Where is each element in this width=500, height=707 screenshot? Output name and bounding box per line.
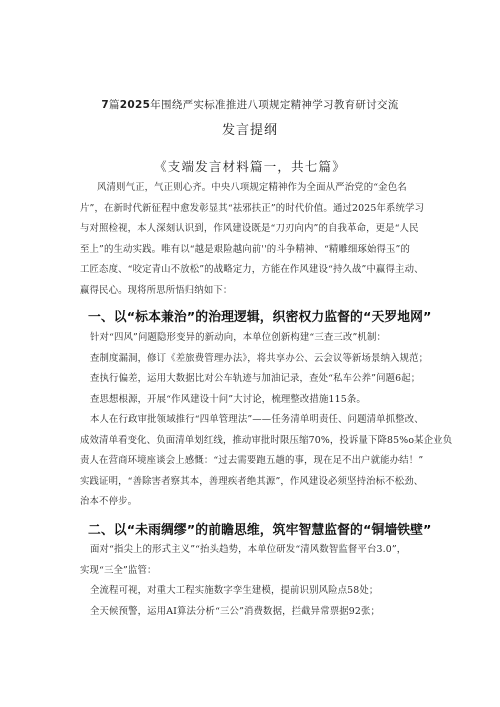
title-number: 7 bbox=[101, 99, 109, 111]
collection-label: 《支端发言材料篇一，共七篇》 bbox=[154, 159, 346, 174]
title-year: 2025 bbox=[119, 99, 151, 111]
document-subtitle: 发言提纲 bbox=[221, 123, 278, 138]
section-heading-2: 二、以“未雨绸缪”的前瞻思维，筑牢智慧监督的“铜墙铁壁” bbox=[88, 523, 432, 538]
intro-line: 至上”的生动实践。唯有以“越是艰险越向前''的斗争精神、“精雕细琢始得玉”的 bbox=[80, 243, 411, 255]
section-2-body bbox=[80, 540, 425, 622]
body-line: 成效清单看变化、负面清单划红线，推动审批时限压缩70%，投诉量下降85%o某企业负 bbox=[80, 434, 453, 446]
section-1-body bbox=[80, 328, 453, 513]
body-line: 查执行偏差，运用大数据比对公车轨迹与加油记录，查处“私车公养”问题6起； bbox=[90, 373, 421, 384]
body-line: 实现“三全”监管： bbox=[80, 564, 157, 576]
body-line: 面对“指尖上的形式主义”“抬头趋势，本单位研发“清风数智监督平台3.0”， bbox=[90, 544, 407, 555]
body-line: 全天候预警，运用AI算法分析“三公”消费数据，拦截异常票据92张； bbox=[90, 605, 381, 617]
body-line: 实践证明，“善除害者察其本，善理疾者绝其源”，作风建设必须坚持治标不松劲、 bbox=[80, 475, 424, 487]
body-line: 全流程可视，对重大工程实施数字孪生建模，提前识别风险点58处； bbox=[90, 585, 379, 596]
title-pian: 篇 bbox=[108, 99, 120, 111]
body-line: 治本不停步。 bbox=[80, 496, 138, 507]
body-line: 查制度漏洞，修订《差旅费管理办法》，将共享办公、云会议等新场景纳入规范； bbox=[90, 352, 429, 364]
intro-line: 工匠态度、“咬定青山不放松”的战略定力，方能在作风建设“持久战”中赢得主动、 bbox=[80, 264, 424, 275]
body-line: 责人在营商环境座谈会上感慨：“过去需要跑五趟的事，现在足不出户就能办结！” bbox=[80, 455, 424, 466]
intro-line: 赢得民心。现将所思所悟归纳如下： bbox=[80, 284, 233, 296]
intro-paragraph bbox=[80, 178, 425, 301]
title-text: 年围绕严实标准推进八项规定精神学习教育研讨交流 bbox=[150, 99, 399, 111]
intro-line: 片”，在新时代新征程中愈发彰显其“祛邪扶正”的时代价值。通过2025年系统学习 bbox=[80, 202, 425, 214]
body-line: 查思想根源，开展“作风建设十问”大讨论，梳理整改措施115条。 bbox=[90, 393, 366, 405]
body-line: 针对“四风”问题隐形变异的新动向，本单位创新构建“三查三改”机制： bbox=[90, 332, 386, 343]
intro-line: 风清则气正，气正则心齐。中央八项规定精神作为全面从严治党的“金色名 bbox=[97, 182, 407, 193]
body-line: 本人在行政审批领域推行“四单管理法”——任务清单明责任、问题清单抓整改、 bbox=[90, 414, 424, 425]
intro-line: 与对照检视，本人深刻认识到，作风建设既是“刀刃向内”的自我革命，更是“人民 bbox=[80, 223, 419, 234]
document-title bbox=[0, 97, 500, 112]
section-heading-1: 一、以“标本兼治”的治理逻辑，织密权力监督的“天罗地网” bbox=[88, 310, 432, 325]
